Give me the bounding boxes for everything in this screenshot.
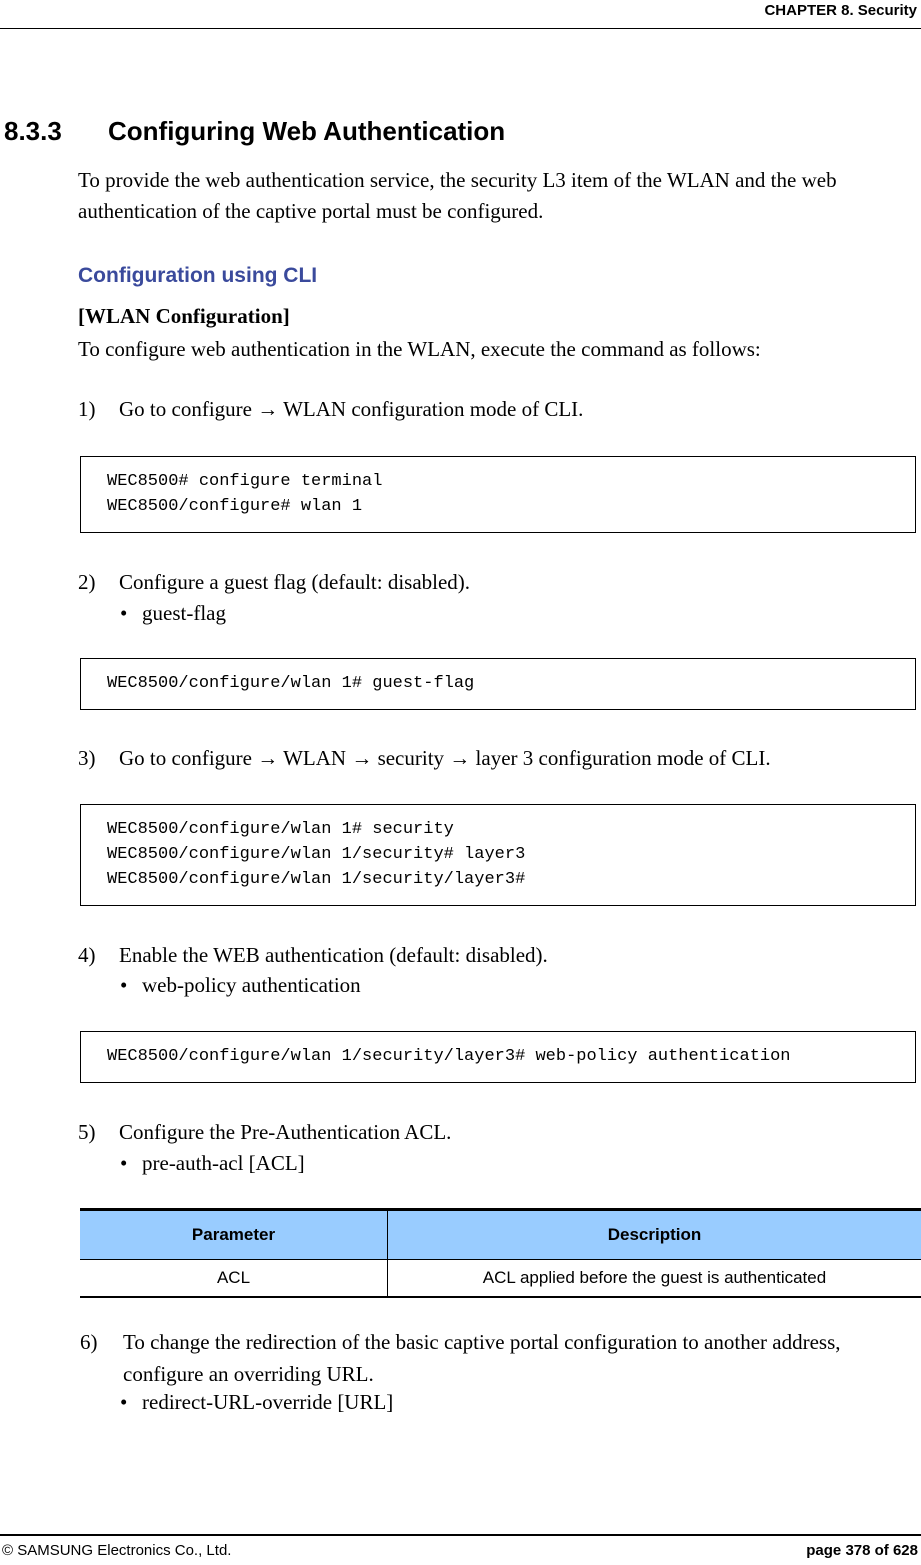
- code-line: WEC8500/configure/wlan 1/security/layer3#: [107, 870, 526, 889]
- code-line: WEC8500/configure/wlan 1# guest-flag: [107, 674, 475, 693]
- section-title-text: Configuring Web Authentication: [108, 116, 506, 146]
- step-text: Go to configure → WLAN configuration mode of CLI.: [119, 397, 584, 421]
- code-block-1: [80, 456, 916, 533]
- code-line: WEC8500# configure terminal: [107, 472, 383, 491]
- page-header: [0, 0, 921, 29]
- section-number: 8.3.3: [4, 116, 62, 146]
- step-4: [78, 940, 548, 971]
- bullet-item: [120, 1148, 305, 1179]
- bullet-dot: •: [120, 601, 128, 625]
- footer-copyright: © SAMSUNG Electronics Co., Ltd.: [2, 1542, 232, 1559]
- step-number: 5): [78, 1120, 96, 1144]
- bullet-dot: •: [120, 1151, 128, 1175]
- step-number: 1): [78, 397, 96, 421]
- step-text: Configure a guest flag (default: disabled).: [119, 570, 471, 594]
- step-number: 2): [78, 570, 96, 594]
- table-cell: ACL: [80, 1260, 388, 1298]
- step-text: Go to configure → WLAN → security → layer 3 configuration mode of CLI.: [119, 746, 771, 770]
- footer-divider: [0, 1534, 921, 1536]
- code-block-3: [80, 804, 916, 906]
- parameter-table: [80, 1208, 921, 1298]
- bullet-dot: •: [120, 973, 128, 997]
- step-5: [78, 1117, 451, 1148]
- footer-page-number: page 378 of 628: [806, 1542, 918, 1559]
- bullet-item: [120, 1387, 393, 1418]
- step-2: [78, 567, 470, 598]
- step-3: [78, 743, 771, 774]
- bullet-text: redirect-URL-override [URL]: [142, 1390, 394, 1414]
- bullet-item: [120, 598, 226, 629]
- step-text: Enable the WEB authentication (default: disabled).: [119, 943, 548, 967]
- chapter-title: CHAPTER 8. Security: [764, 2, 917, 19]
- cli-heading: Configuration using CLI: [78, 264, 318, 287]
- code-line: WEC8500/configure# wlan 1: [107, 497, 363, 516]
- step-6: [80, 1326, 910, 1390]
- section-intro: To provide the web authentication service, the security L3 item of the WLAN and the web authentication of the captive portal must be configured.: [78, 168, 837, 223]
- section-title: [4, 116, 505, 147]
- table-row: [80, 1260, 921, 1298]
- bullet-text: web-policy authentication: [142, 973, 361, 997]
- code-block-4: [80, 1031, 916, 1083]
- step-number: 3): [78, 746, 96, 770]
- column-header-parameter: Parameter: [80, 1210, 388, 1260]
- bullet-item: [120, 970, 361, 1001]
- step-1: [78, 394, 583, 425]
- table-cell: ACL applied before the guest is authenticated: [388, 1260, 921, 1298]
- bullet-text: guest-flag: [142, 601, 226, 625]
- wlan-config-intro: To configure web authentication in the WLAN, execute the command as follows:: [78, 337, 761, 361]
- step-text: Configure the Pre-Authentication ACL.: [119, 1120, 452, 1144]
- bullet-text: pre-auth-acl [ACL]: [142, 1151, 305, 1175]
- step-number: 4): [78, 943, 96, 967]
- wlan-config-heading: [WLAN Configuration]: [78, 304, 290, 328]
- code-block-2: [80, 658, 916, 710]
- bullet-dot: •: [120, 1390, 128, 1414]
- step-number: 6): [80, 1330, 98, 1354]
- table-header-row: [80, 1210, 921, 1260]
- code-line: WEC8500/configure/wlan 1/security# layer3: [107, 845, 526, 864]
- step-text: To change the redirection of the basic captive portal configuration to another address, configure an overriding URL.: [123, 1330, 841, 1386]
- column-header-description: Description: [388, 1210, 921, 1260]
- code-line: WEC8500/configure/wlan 1# security: [107, 820, 454, 839]
- code-line: WEC8500/configure/wlan 1/security/layer3# web-policy authentication: [107, 1047, 791, 1066]
